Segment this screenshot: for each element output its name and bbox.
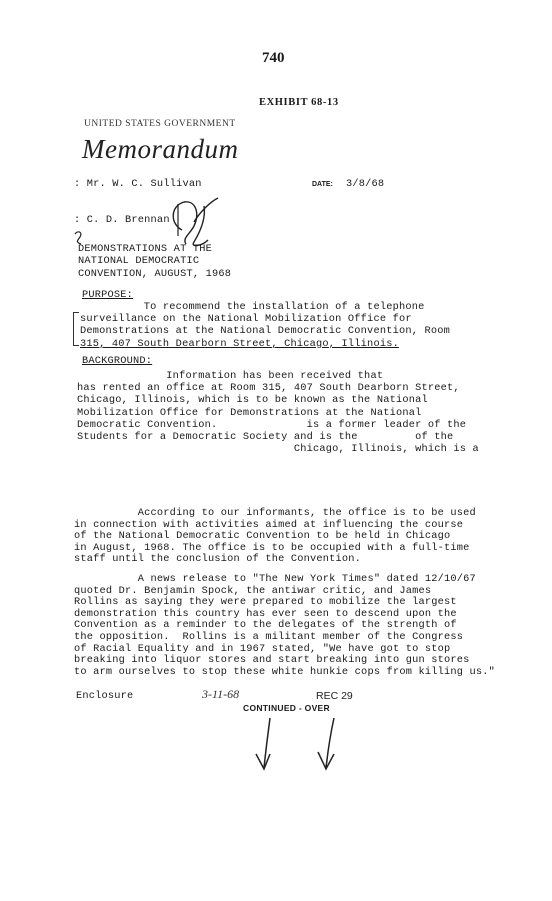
paragraph-line: Convention as a reminder to the delegates of the strength of (74, 619, 457, 632)
paragraph-line: To recommend the installation of a telephone (80, 301, 425, 313)
paragraph-line: staff until the conclusion of the Convention. (74, 553, 362, 566)
paragraph-line: A news release to "The New York Times" dated 12/10/67 (74, 573, 476, 585)
subject-block (78, 243, 231, 280)
paragraph-line: quoted Dr. Benjamin Spock, the antiwar critic, and James (74, 584, 432, 597)
margin-bracket (73, 312, 79, 346)
paragraph-line: Democratic Convention. is a former leader of the (77, 418, 467, 431)
paragraph-line: the opposition. Rollins is a militant member of the Congress (74, 630, 464, 643)
date-label: DATE: (312, 181, 333, 188)
paragraph-line: Students for a Democratic Society and is the of the (77, 431, 454, 444)
enclosure-label: Enclosure (76, 690, 134, 702)
agency-header: UNITED STATES GOVERNMENT (84, 119, 236, 129)
from-line: : C. D. Brennan (74, 214, 170, 226)
memo-title: Memorandum (82, 134, 239, 164)
paragraph-line: surveillance on the National Mobilization Office for (80, 313, 412, 326)
paragraph-line: in August, 1968. The office is to be occupied with a full-time (74, 541, 470, 554)
paragraph-line: Chicago, Illinois, which is to be known as the National (77, 394, 428, 407)
purpose-heading: PURPOSE: (82, 289, 134, 301)
paragraph-line: Chicago, Illinois, which is a (77, 443, 479, 456)
paragraph-line: to arm ourselves to stop these white hunkie cops from killing us." (74, 665, 496, 678)
paragraph-line: Demonstrations at the National Democratic Convention, Room (80, 325, 450, 338)
exhibit-label: EXHIBIT 68-13 (259, 97, 339, 108)
paragraph-line: in connection with activities aimed at influencing the course (74, 518, 464, 531)
news-paragraph (74, 574, 495, 678)
subject-line: NATIONAL DEMOCRATIC (78, 255, 200, 268)
paragraph-line: According to our informants, the office is to be used (74, 507, 476, 519)
rec-stamp: REC 29 (316, 690, 353, 702)
paragraph-line: Rollins as saying they were prepared to mobilize the largest (74, 596, 457, 609)
paragraph-line: 315, 407 South Dearborn Street, Chicago, Illinois. (80, 337, 399, 350)
informants-paragraph (74, 508, 476, 566)
down-arrows-icon (250, 714, 360, 774)
background-paragraph (77, 370, 479, 455)
paragraph-line: of Racial Equality and in 1967 stated, "We have got to stop (74, 642, 451, 655)
to-value: Mr. W. C. Sullivan (86, 178, 202, 190)
purpose-paragraph (80, 301, 450, 350)
paragraph-line: of the National Democratic Convention to be held in Chicago (74, 530, 451, 543)
subject-line: CONVENTION, AUGUST, 1968 (78, 267, 232, 280)
paragraph-line: Mobilization Office for Demonstrations at the National (77, 406, 422, 419)
paragraph-line: demonstration this country has ever seen to descend upon the (74, 607, 457, 620)
background-heading: BACKGROUND: (82, 355, 153, 367)
to-line: : Mr. W. C. Sullivan (74, 178, 202, 190)
from-value: C. D. Brennan (86, 214, 170, 226)
paragraph-line: breaking into liquor stores and start breaking into gun stores (74, 654, 470, 667)
paragraph-line: has rented an office at Room 315, 407 South Dearborn Street, (77, 382, 460, 395)
subject-line: DEMONSTRATIONS AT THE (78, 243, 212, 255)
enclosure-handwriting: 3-11-68 (202, 687, 240, 701)
page-number: 740 (262, 50, 285, 66)
continued-label: CONTINUED - OVER (243, 703, 330, 713)
date-value: 3/8/68 (346, 178, 385, 190)
paragraph-line: Information has been received that (77, 370, 384, 382)
